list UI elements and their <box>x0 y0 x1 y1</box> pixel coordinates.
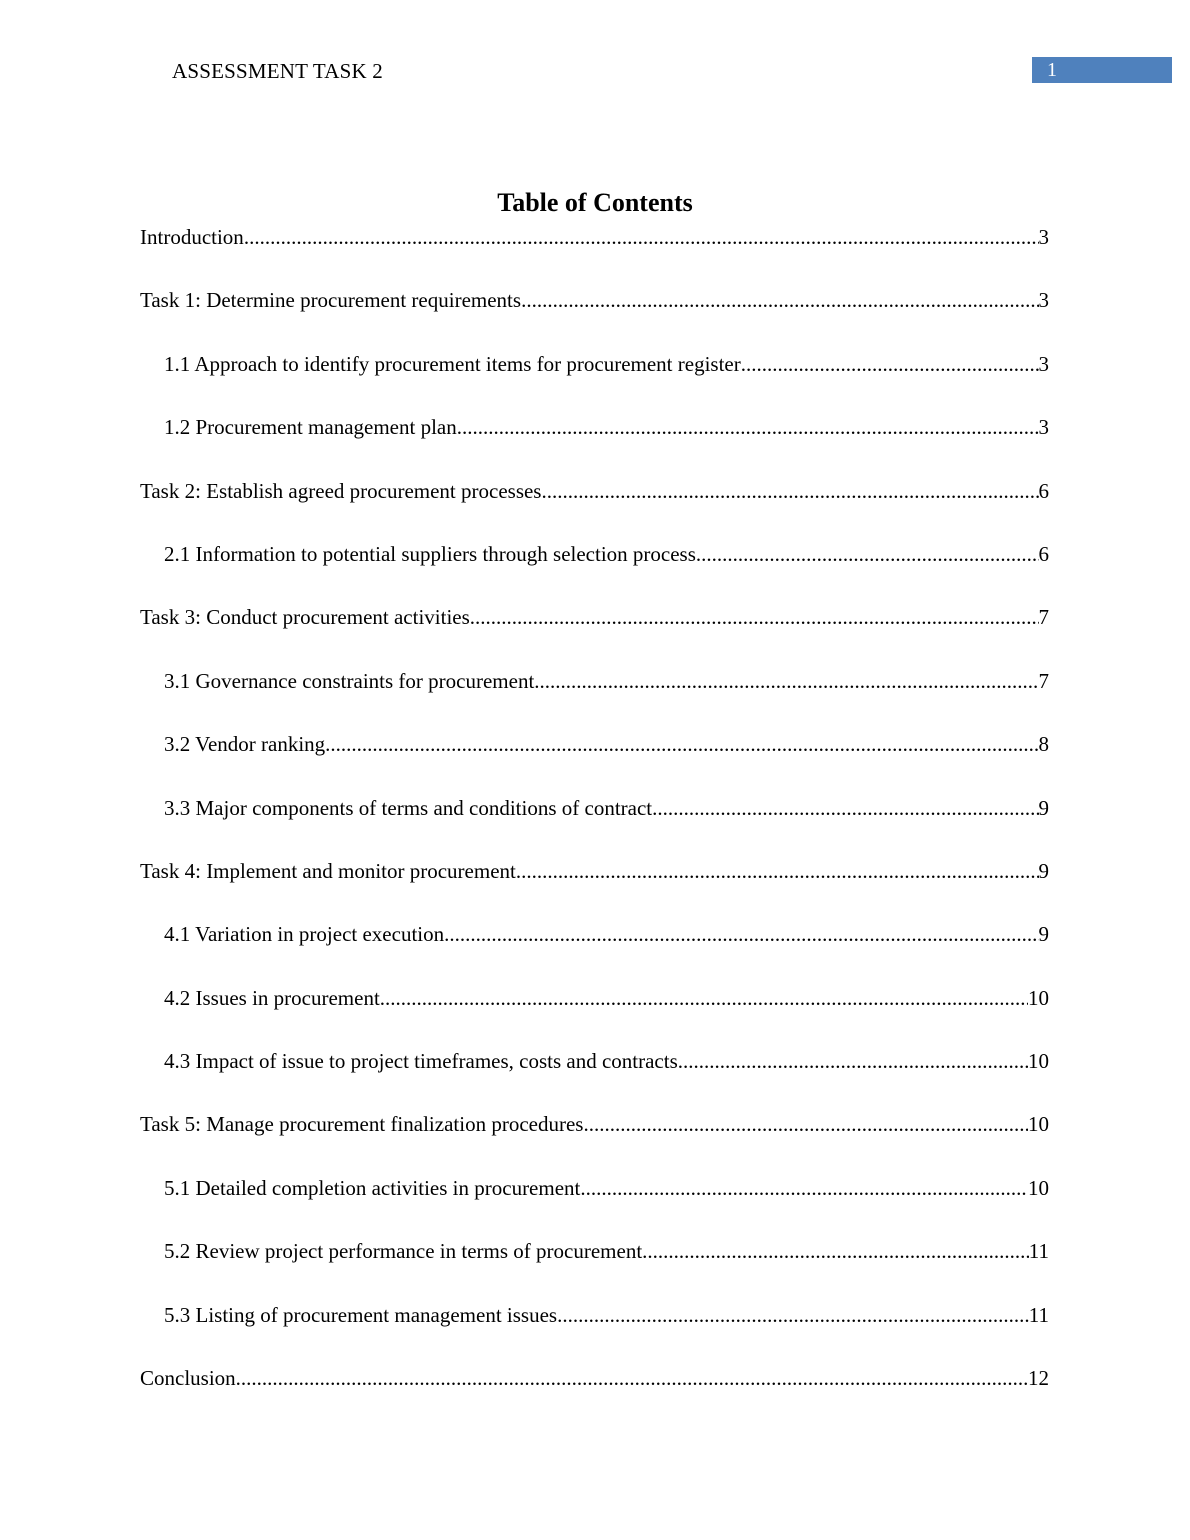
toc-entry-label: 4.3 Impact of issue to project timeframes, costs and contracts <box>164 1049 678 1074</box>
toc-entry-label: Task 1: Determine procurement requirements <box>140 288 522 313</box>
toc-entry-page: 10 <box>1028 1049 1049 1074</box>
toc-entry-label: Conclusion <box>140 1366 236 1391</box>
running-header-title: ASSESSMENT TASK 2 <box>172 59 384 83</box>
toc-entry-page: 7 <box>1038 668 1049 693</box>
toc-entry[interactable] <box>140 729 1049 792</box>
toc-entry-page: 10 <box>1028 985 1049 1010</box>
toc-entry-label: 5.2 Review project performance in terms of procurement <box>164 1239 643 1264</box>
toc-entry-label: 2.1 Information to potential suppliers through selection process <box>164 541 696 566</box>
dot-leader <box>741 349 1039 379</box>
toc-entry-page: 10 <box>1028 1112 1049 1137</box>
toc-entry-label: 1.2 Procurement management plan <box>164 415 457 440</box>
toc-entry-page: 3 <box>1038 225 1049 249</box>
toc-entry[interactable] <box>140 476 1049 539</box>
toc-entry[interactable] <box>140 666 1049 729</box>
toc-heading: Table of Contents <box>497 188 693 217</box>
table-of-contents <box>140 222 1049 1426</box>
dot-leader <box>541 476 1038 506</box>
dot-leader <box>521 285 1038 315</box>
toc-entry-page: 3 <box>1038 415 1049 440</box>
toc-entry-page: 3 <box>1038 288 1049 313</box>
toc-entry[interactable] <box>140 349 1049 412</box>
toc-entry-page: 10 <box>1028 1175 1049 1200</box>
toc-entry[interactable] <box>140 1363 1049 1426</box>
toc-entry-label: 1.1 Approach to identify procurement items for procurement register <box>164 351 741 376</box>
toc-entry[interactable] <box>140 602 1049 665</box>
toc-entry[interactable] <box>140 285 1049 348</box>
toc-entry-label: 5.3 Listing of procurement management issues <box>164 1302 558 1327</box>
dot-leader <box>457 412 1039 442</box>
toc-entry-page: 6 <box>1038 541 1049 566</box>
toc-entry-page: 8 <box>1038 732 1049 757</box>
toc-entry-page: 12 <box>1028 1366 1049 1391</box>
toc-entry[interactable] <box>140 1046 1049 1109</box>
toc-entry[interactable] <box>140 222 1049 285</box>
dot-leader <box>325 729 1038 759</box>
toc-entry[interactable] <box>140 983 1049 1046</box>
toc-entry[interactable] <box>140 856 1049 919</box>
toc-entry-page: 9 <box>1038 795 1049 820</box>
dot-leader <box>444 919 1038 949</box>
toc-entry-page: 9 <box>1038 858 1049 883</box>
dot-leader <box>642 1236 1029 1266</box>
toc-entry[interactable] <box>140 793 1049 856</box>
toc-entry-label: 3.1 Governance constraints for procurement <box>164 668 535 693</box>
dot-leader <box>470 602 1039 632</box>
toc-entry[interactable] <box>140 412 1049 475</box>
page-number-badge: 1 <box>1032 57 1172 83</box>
toc-entry-page: 11 <box>1028 1239 1049 1264</box>
toc-entry-label: 3.2 Vendor ranking <box>164 732 326 757</box>
toc-entry-label: Task 2: Establish agreed procurement processes <box>140 478 542 503</box>
dot-leader <box>580 1173 1028 1203</box>
toc-entry-label: Task 5: Manage procurement finalization procedures <box>140 1112 584 1137</box>
dot-leader <box>696 539 1039 569</box>
toc-entry-page: 6 <box>1038 478 1049 503</box>
dot-leader <box>652 793 1038 823</box>
toc-entry-label: 3.3 Major components of terms and conditions of contract <box>164 795 653 820</box>
dot-leader <box>244 222 1039 252</box>
toc-entry-page: 11 <box>1028 1302 1049 1327</box>
dot-leader <box>557 1300 1029 1330</box>
toc-entry-page: 7 <box>1038 605 1049 630</box>
dot-leader <box>236 1363 1028 1393</box>
toc-entry-label: Introduction <box>140 225 244 249</box>
dot-leader <box>534 666 1038 696</box>
toc-entry-label: 4.1 Variation in project execution <box>164 922 445 947</box>
toc-entry-label: Task 3: Conduct procurement activities <box>140 605 470 630</box>
dot-leader <box>678 1046 1028 1076</box>
toc-entry-label: 5.1 Detailed completion activities in procurement <box>164 1175 581 1200</box>
toc-entry[interactable] <box>140 919 1049 982</box>
dot-leader <box>516 856 1039 886</box>
dot-leader <box>583 1109 1028 1139</box>
toc-entry[interactable] <box>140 1300 1049 1363</box>
toc-entry-label: Task 4: Implement and monitor procurement <box>140 858 516 883</box>
toc-entry-label: 4.2 Issues in procurement <box>164 985 380 1010</box>
toc-entry[interactable] <box>140 539 1049 602</box>
toc-entry[interactable] <box>140 1173 1049 1236</box>
toc-entry[interactable] <box>140 1109 1049 1172</box>
toc-entry-page: 3 <box>1038 351 1049 376</box>
toc-entry[interactable] <box>140 1236 1049 1299</box>
dot-leader <box>380 983 1028 1013</box>
toc-entry-page: 9 <box>1038 922 1049 947</box>
